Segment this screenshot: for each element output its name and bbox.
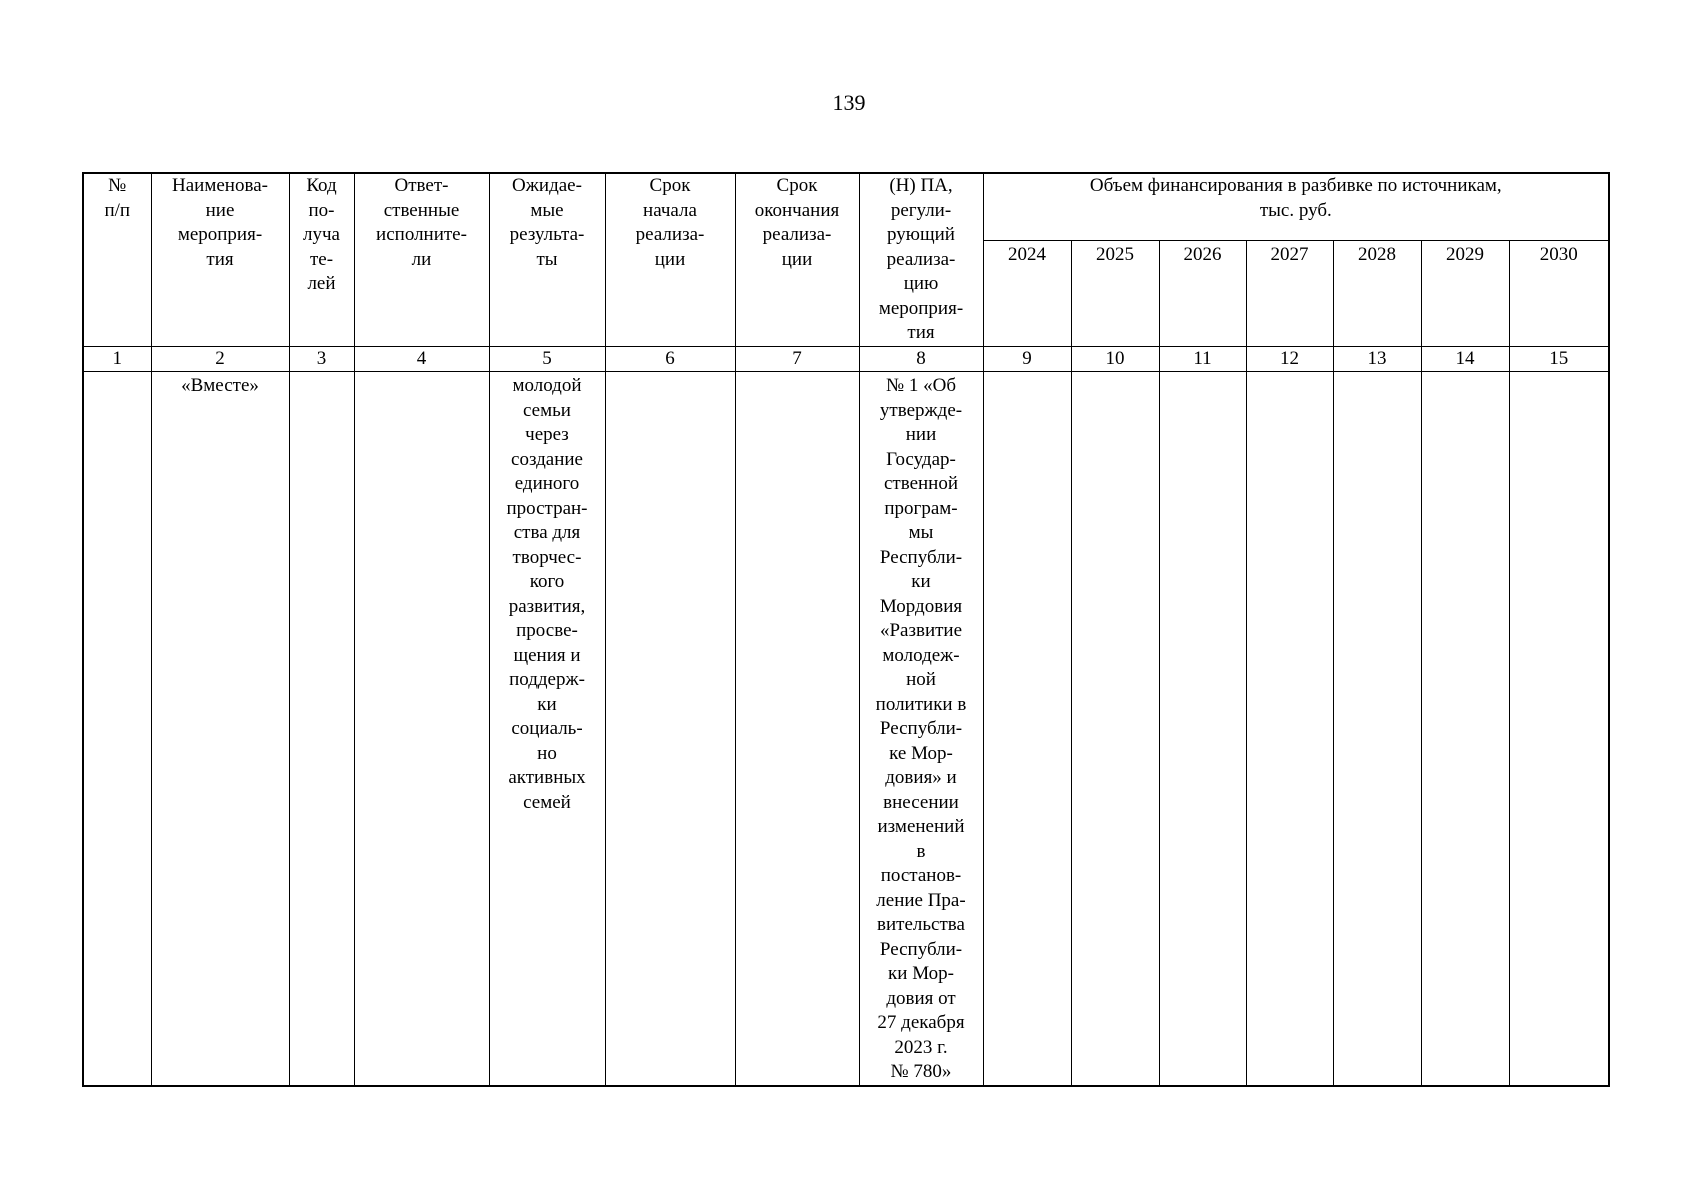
column-number: 14 [1421, 347, 1509, 372]
header-cell-number: № п/п [83, 173, 151, 347]
column-number: 1 [83, 347, 151, 372]
cell-funding-2028 [1333, 372, 1421, 1087]
column-number: 6 [605, 347, 735, 372]
column-numbers-row [83, 347, 1609, 372]
column-number: 2 [151, 347, 289, 372]
cell-funding-2027 [1246, 372, 1333, 1087]
column-number: 4 [354, 347, 489, 372]
header-year-2029: 2029 [1421, 241, 1509, 347]
column-number: 3 [289, 347, 354, 372]
financing-table [82, 172, 1610, 1087]
header-cell-legal-act: (Н) ПА, регули- рующий реализа- цию мероприя- тия [859, 173, 983, 347]
header-year-2027: 2027 [1246, 241, 1333, 347]
header-cell-funding: Объем финансирования в разбивке по источникам, тыс. руб. [983, 173, 1609, 241]
header-cell-executors: Ответ- ственные исполните- ли [354, 173, 489, 347]
cell-funding-2025 [1071, 372, 1159, 1087]
column-number: 5 [489, 347, 605, 372]
column-number: 11 [1159, 347, 1246, 372]
header-row [83, 173, 1609, 241]
cell-funding-2030 [1509, 372, 1609, 1087]
cell-funding-2024 [983, 372, 1071, 1087]
header-year-2024: 2024 [983, 241, 1071, 347]
header-cell-end-date: Срок окончания реализа- ции [735, 173, 859, 347]
header-year-2028: 2028 [1333, 241, 1421, 347]
cell-end-date [735, 372, 859, 1087]
header-cell-start-date: Срок начала реализа- ции [605, 173, 735, 347]
column-number: 10 [1071, 347, 1159, 372]
header-cell-recipient-code: Код по- луча те- лей [289, 173, 354, 347]
column-number: 8 [859, 347, 983, 372]
header-year-2026: 2026 [1159, 241, 1246, 347]
column-number: 9 [983, 347, 1071, 372]
cell-legal-act: № 1 «Об утвержде- нии Государ- ственной програм- мы Республи- ки Мордовия «Развитие молодеж- ной политики в Республи- ке Мор- довия» и внесении изменений в постанов- ление Пра- вительства Республи- ки Мор- довия от 27 декабря 2023 г. № 780» [859, 372, 983, 1087]
column-number: 7 [735, 347, 859, 372]
column-number: 12 [1246, 347, 1333, 372]
header-cell-expected-results: Ожидае- мые результа- ты [489, 173, 605, 347]
cell-number [83, 372, 151, 1087]
header-cell-event-name: Наименова- ние мероприя- тия [151, 173, 289, 347]
table-row [83, 372, 1609, 1087]
column-number: 13 [1333, 347, 1421, 372]
header-year-2030: 2030 [1509, 241, 1609, 347]
cell-recipient-code [289, 372, 354, 1087]
cell-funding-2026 [1159, 372, 1246, 1087]
cell-start-date [605, 372, 735, 1087]
cell-expected-results: молодой семьи через создание единого простран- ства для творчес- кого развития, просве- щения и поддерж- ки социаль- но активных семей [489, 372, 605, 1087]
cell-executors [354, 372, 489, 1087]
page-number: 139 [832, 90, 866, 115]
column-number: 15 [1509, 347, 1609, 372]
cell-funding-2029 [1421, 372, 1509, 1087]
header-year-2025: 2025 [1071, 241, 1159, 347]
cell-event-name: «Вместе» [151, 372, 289, 1087]
